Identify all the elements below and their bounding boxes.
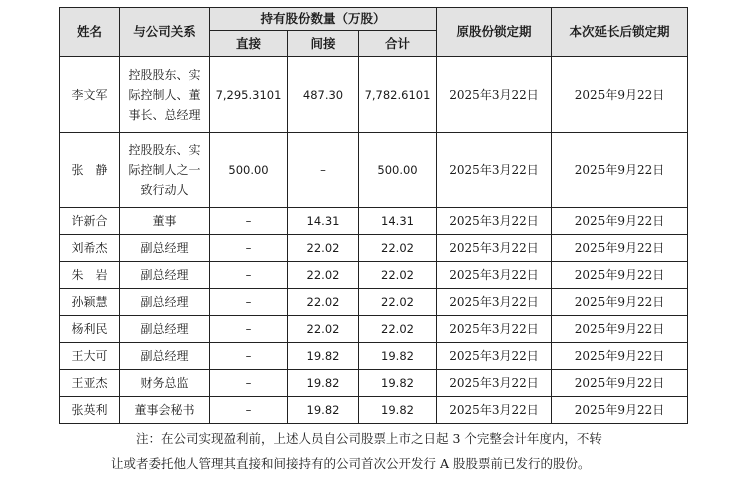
header-total: 合计 — [359, 31, 437, 57]
footnote-line-1: 注：在公司实现盈利前，上述人员自公司股票上市之日起 3 个完整会计年度内，不转 — [136, 431, 602, 446]
cell-name: 朱 岩 — [60, 262, 120, 289]
cell-new-lock: 2025年9月22日 — [552, 289, 688, 316]
cell-direct: – — [210, 262, 288, 289]
cell-direct: 500.00 — [210, 133, 288, 208]
cell-relation: 副总经理 — [120, 262, 210, 289]
cell-direct: – — [210, 316, 288, 343]
cell-new-lock: 2025年9月22日 — [552, 133, 688, 208]
cell-relation: 控股股东、实际控制人之一致行动人 — [120, 133, 210, 208]
cell-orig-lock: 2025年3月22日 — [437, 397, 552, 424]
cell-name: 张 静 — [60, 133, 120, 208]
cell-orig-lock: 2025年3月22日 — [437, 208, 552, 235]
cell-total: 14.31 — [359, 208, 437, 235]
table-row — [60, 289, 688, 316]
cell-direct: – — [210, 397, 288, 424]
cell-total: 19.82 — [359, 397, 437, 424]
cell-orig-lock: 2025年3月22日 — [437, 370, 552, 397]
table-row — [60, 343, 688, 370]
table-row — [60, 133, 688, 208]
cell-indirect: 19.82 — [288, 343, 359, 370]
cell-direct: 7,295.3101 — [210, 57, 288, 133]
header-relation: 与公司关系 — [120, 8, 210, 57]
cell-total: 22.02 — [359, 262, 437, 289]
cell-name: 刘希杰 — [60, 235, 120, 262]
cell-new-lock: 2025年9月22日 — [552, 57, 688, 133]
lockup-table — [59, 7, 688, 424]
cell-name: 张英利 — [60, 397, 120, 424]
cell-new-lock: 2025年9月22日 — [552, 397, 688, 424]
cell-indirect: 22.02 — [288, 289, 359, 316]
cell-relation: 财务总监 — [120, 370, 210, 397]
cell-total: 19.82 — [359, 343, 437, 370]
cell-name: 许新合 — [60, 208, 120, 235]
header-orig-lock: 原股份锁定期 — [437, 8, 552, 57]
header-direct: 直接 — [210, 31, 288, 57]
cell-total: 22.02 — [359, 235, 437, 262]
table-row — [60, 316, 688, 343]
cell-orig-lock: 2025年3月22日 — [437, 316, 552, 343]
cell-indirect: – — [288, 133, 359, 208]
cell-direct: – — [210, 370, 288, 397]
cell-orig-lock: 2025年3月22日 — [437, 235, 552, 262]
table-row — [60, 370, 688, 397]
cell-new-lock: 2025年9月22日 — [552, 262, 688, 289]
cell-indirect: 19.82 — [288, 370, 359, 397]
cell-new-lock: 2025年9月22日 — [552, 208, 688, 235]
cell-direct: – — [210, 235, 288, 262]
cell-new-lock: 2025年9月22日 — [552, 235, 688, 262]
cell-relation: 控股股东、实际控制人、董事长、总经理 — [120, 57, 210, 133]
cell-name: 孙颖慧 — [60, 289, 120, 316]
cell-orig-lock: 2025年3月22日 — [437, 343, 552, 370]
cell-indirect: 22.02 — [288, 262, 359, 289]
table-row — [60, 235, 688, 262]
header-new-lock: 本次延长后锁定期 — [552, 8, 688, 57]
cell-new-lock: 2025年9月22日 — [552, 316, 688, 343]
header-name: 姓名 — [60, 8, 120, 57]
cell-new-lock: 2025年9月22日 — [552, 370, 688, 397]
cell-indirect: 14.31 — [288, 208, 359, 235]
cell-indirect: 19.82 — [288, 397, 359, 424]
table-row — [60, 262, 688, 289]
header-indirect: 间接 — [288, 31, 359, 57]
cell-total: 500.00 — [359, 133, 437, 208]
cell-indirect: 487.30 — [288, 57, 359, 133]
cell-name: 王大可 — [60, 343, 120, 370]
cell-orig-lock: 2025年3月22日 — [437, 289, 552, 316]
cell-relation: 副总经理 — [120, 316, 210, 343]
cell-relation: 副总经理 — [120, 343, 210, 370]
table-row — [60, 397, 688, 424]
cell-name: 李文军 — [60, 57, 120, 133]
cell-direct: – — [210, 208, 288, 235]
cell-name: 王亚杰 — [60, 370, 120, 397]
cell-relation: 董事会秘书 — [120, 397, 210, 424]
cell-new-lock: 2025年9月22日 — [552, 343, 688, 370]
cell-indirect: 22.02 — [288, 235, 359, 262]
cell-relation: 董事 — [120, 208, 210, 235]
table-row — [60, 208, 688, 235]
cell-orig-lock: 2025年3月22日 — [437, 133, 552, 208]
table-row — [60, 57, 688, 133]
cell-indirect: 22.02 — [288, 316, 359, 343]
cell-direct: – — [210, 289, 288, 316]
cell-total: 7,782.6101 — [359, 57, 437, 133]
cell-relation: 副总经理 — [120, 235, 210, 262]
cell-total: 19.82 — [359, 370, 437, 397]
cell-total: 22.02 — [359, 289, 437, 316]
footnote-line-2: 让或者委托他人管理其直接和间接持有的公司首次公开发行 A 股股票前已发行的股份。 — [111, 456, 591, 471]
cell-orig-lock: 2025年3月22日 — [437, 57, 552, 133]
cell-name: 杨利民 — [60, 316, 120, 343]
cell-total: 22.02 — [359, 316, 437, 343]
cell-relation: 副总经理 — [120, 289, 210, 316]
cell-orig-lock: 2025年3月22日 — [437, 262, 552, 289]
cell-direct: – — [210, 343, 288, 370]
header-holdings: 持有股份数量（万股） — [210, 8, 437, 31]
